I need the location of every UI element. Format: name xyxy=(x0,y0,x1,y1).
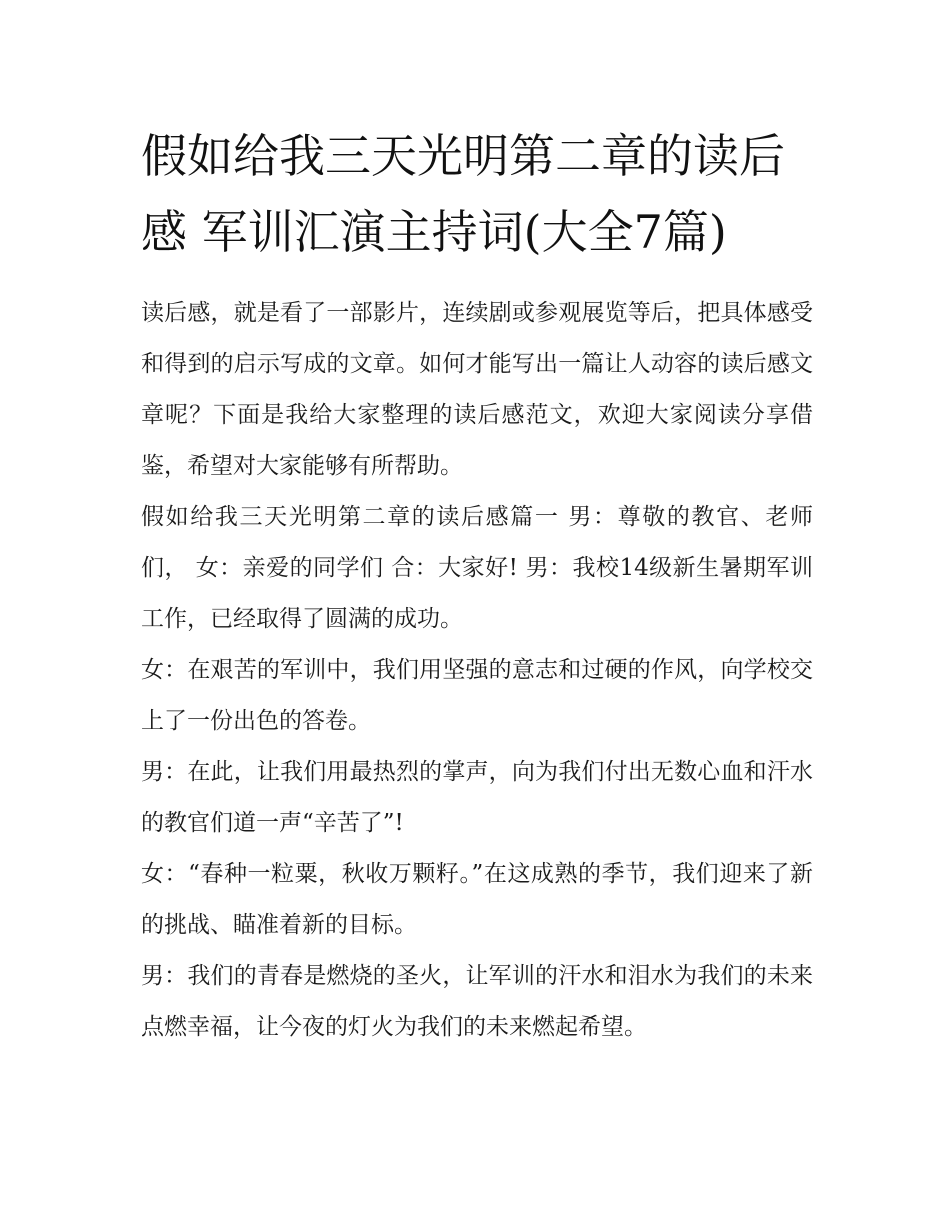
paragraph-male-1: 男：在此，让我们用最热烈的掌声，向为我们付出无数心血和汗水的教官们道一声“辛苦了”! xyxy=(141,759,813,836)
paragraph-intro: 读后感，就是看了一部影片，连续剧或参观展览等后，把具体感受和得到的启示写成的文章。如何才能写出一篇让人动容的读后感文章呢？下面是我给大家整理的读后感范文，欢迎大家阅读分享借鉴，希望对大家能够有所帮助。 xyxy=(141,300,813,479)
document-body xyxy=(141,118,813,1053)
paragraph-opening: 假如给我三天光明第二章的读后感篇一 男：尊敬的教官、老师们， 女：亲爱的同学们 合：大家好! 男：我校14级新生暑期军训工作，已经取得了圆满的成功。 xyxy=(141,504,813,632)
document-title: 假如给我三天光明第二章的读后感 军训汇演主持词(大全7篇) xyxy=(141,129,785,259)
paragraph-female-1: 女：在艰苦的军训中，我们用坚强的意志和过硬的作风，向学校交上了一份出色的答卷。 xyxy=(141,657,813,734)
paragraph-male-2: 男：我们的青春是燃烧的圣火，让军训的汗水和泪水为我们的未来点燃幸福，让今夜的灯火为我们的未来燃起希望。 xyxy=(141,963,813,1040)
paragraph-female-2: 女：“春种一粒粟，秋收万颗籽。”在这成熟的季节，我们迎来了新的挑战、瞄准着新的目标。 xyxy=(141,861,813,938)
